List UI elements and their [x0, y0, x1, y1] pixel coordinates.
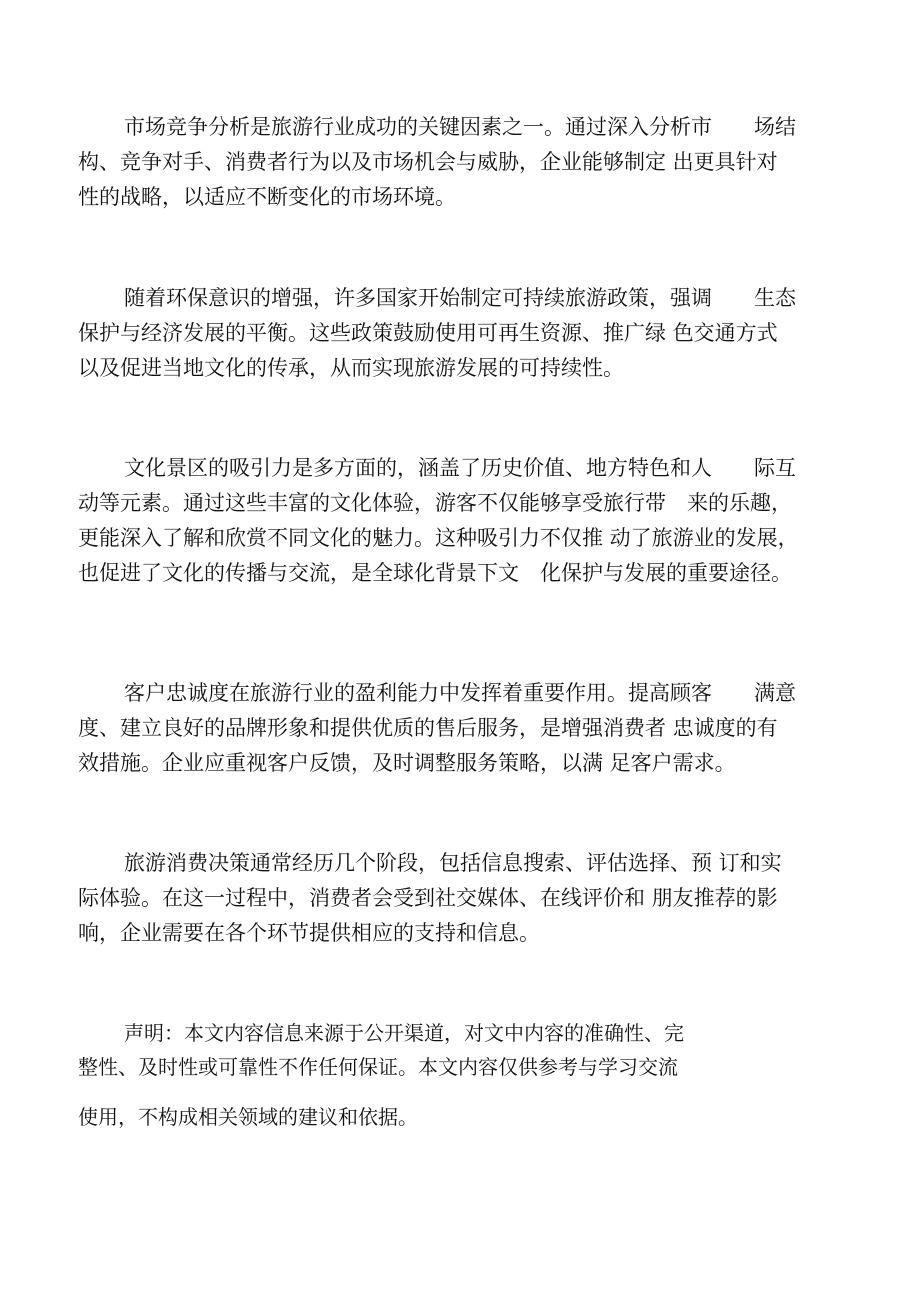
paragraph-line: 文化景区的吸引力是多方面的，涵盖了历史价值、地方特色和人 际互	[124, 456, 796, 480]
paragraph-cultural-attraction	[78, 451, 848, 591]
paragraph-line: 性的战略，以适应不断变化的市场环境。	[78, 185, 456, 209]
paragraph-consumer-decision	[78, 846, 848, 951]
disclaimer-line: 整性、及时性或可靠性不作任何保证。本文内容仅供参考与学习交流	[78, 1055, 678, 1079]
disclaimer-line: 声明：本文内容信息来源于公开渠道，对文中内容的准确性、完	[124, 1021, 684, 1045]
paragraph-line: 市场竞争分析是旅游行业成功的关键因素之一。通过深入分析市 场结	[124, 115, 796, 139]
paragraph-market-competition	[78, 110, 848, 215]
paragraph-line: 效措施。企业应重视客户反馈，及时调整服务策略，以满 足客户需求。	[78, 751, 736, 775]
paragraph-sustainable-tourism	[78, 281, 848, 386]
paragraph-line: 随着环保意识的增强，许多国家开始制定可持续旅游政策，强调 生态	[124, 286, 796, 310]
paragraph-line: 旅游消费决策通常经历几个阶段，包括信息搜索、评估选择、预 订和实	[124, 851, 782, 875]
paragraph-line: 构、竞争对手、消费者行为以及市场机会与威胁，企业能够制定 出更具针对	[78, 150, 778, 174]
paragraph-line: 度、建立良好的品牌形象和提供优质的售后服务，是增强消费者 忠诚度的有	[78, 716, 778, 740]
paragraph-line: 动等元素。通过这些丰富的文化体验，游客不仅能够享受旅行带 来的乐趣，	[78, 491, 792, 515]
paragraph-customer-loyalty	[78, 676, 848, 781]
paragraph-line: 客户忠诚度在旅游行业的盈利能力中发挥着重要作用。提高顾客 满意	[124, 681, 796, 705]
paragraph-line: 保护与经济发展的平衡。这些政策鼓励使用可再生资源、推广绿 色交通方式	[78, 321, 778, 345]
paragraph-line: 际体验。在这一过程中，消费者会受到社交媒体、在线评价和 朋友推荐的影	[78, 886, 778, 910]
paragraph-line: 也促进了文化的传播与交流，是全球化背景下文 化保护与发展的重要途径。	[78, 561, 792, 585]
disclaimer-line: 使用，不构成相关领域的建议和依据。	[78, 1105, 418, 1129]
paragraph-line: 更能深入了解和欣赏不同文化的魅力。这种吸引力不仅推 动了旅游业的发展，	[78, 526, 799, 550]
disclaimer-paragraph	[78, 1016, 848, 1134]
paragraph-line: 以及促进当地文化的传承，从而实现旅游发展的可持续性。	[78, 356, 624, 380]
paragraph-line: 响，企业需要在各个环节提供相应的支持和信息。	[78, 921, 540, 945]
